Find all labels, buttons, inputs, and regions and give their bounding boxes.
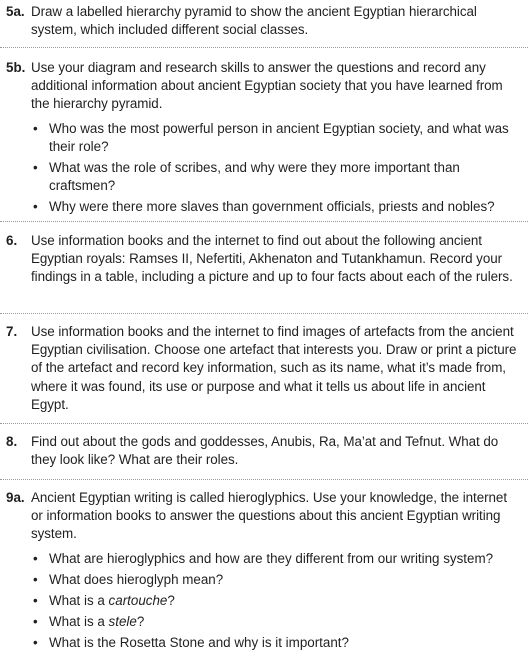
list-item-text: What is the Rosetta Stone and why is it important? [49,635,349,651]
list-item-text: What is a [49,614,109,630]
divider [0,221,528,222]
list-item-text: What was the role of scribes, and why were they more important than craftsmen? [49,160,460,194]
list-item-text: What is a [49,593,109,609]
bullet-icon: • [33,550,38,566]
task-number: 5b. [6,60,26,75]
list-item [31,159,520,195]
task-text: Draw a labelled hierarchy pyramid to show the ancient Egyptian hierarchical system, which included different social classes. [31,4,477,38]
task-number: 8. [6,434,18,449]
list-item-text: Who was the most powerful person in ancient Egyptian society, and what was their role? [49,120,509,154]
list-item-text: Why were there more slaves than government officials, priests and nobles? [49,199,495,215]
divider [0,479,528,480]
bullet-icon: • [33,199,38,215]
task-7 [6,323,520,414]
task-5a [6,3,520,39]
task-number: 9a. [6,490,25,505]
task-5b [6,59,520,220]
list-item [31,634,520,652]
question-list [31,120,520,217]
divider [0,313,528,314]
bullet-icon: • [33,571,38,587]
bullet-icon: • [33,635,38,651]
italic-term: cartouche [108,593,168,609]
bullet-icon: • [33,120,38,136]
task-6 [6,232,520,287]
task-9a [6,489,520,656]
task-text: Ancient Egyptian writing is called hieroglyphics. Use your knowledge, the internet or information books to answer the questions about this ancient Egyptian writing system. [31,490,507,542]
divider [0,47,528,48]
italic-term: stele [108,614,137,630]
task-number: 7. [6,324,18,339]
task-number: 6. [6,233,18,248]
task-8 [6,433,520,469]
list-item [31,198,520,216]
task-text: Use information books and the internet to find out about the following ancient Egyptian royals: Ramses II, Nefertiti, Akhenaton and Tutankhamun. Record your findings in a table, including a picture and up to four facts about each of the rulers. [31,233,513,285]
bullet-icon: • [33,593,38,609]
list-item [31,613,520,631]
list-item [31,592,520,610]
list-item-text: What are hieroglyphics and how are they different from our writing system? [49,550,494,566]
list-item [31,571,520,589]
question-list [31,550,520,653]
bullet-icon: • [33,614,38,630]
list-item-text: What does hieroglyph mean? [49,571,224,587]
task-text: Find out about the gods and goddesses, Anubis, Ra, Ma’at and Tefnut. What do they look like? What are their roles. [31,434,499,468]
task-number: 5a. [6,4,25,19]
task-text: Use information books and the internet to find images of artefacts from the ancient Egyptian civilisation. Choose one artefact that interests you. Draw or print a picture of the artefact and record key information, such as its name, what it’s made from, where it was found, its use or purpose and what it tells us about life in ancient Egypt. [31,324,517,412]
divider [0,423,528,424]
question-mark: ? [136,614,145,630]
task-text: Use your diagram and research skills to answer the questions and record any additional information about ancient Egyptian society that you have learned from the hierarchy pyramid. [31,60,503,112]
list-item [31,120,520,156]
bullet-icon: • [33,160,38,176]
list-item [31,550,520,568]
question-mark: ? [167,593,175,609]
